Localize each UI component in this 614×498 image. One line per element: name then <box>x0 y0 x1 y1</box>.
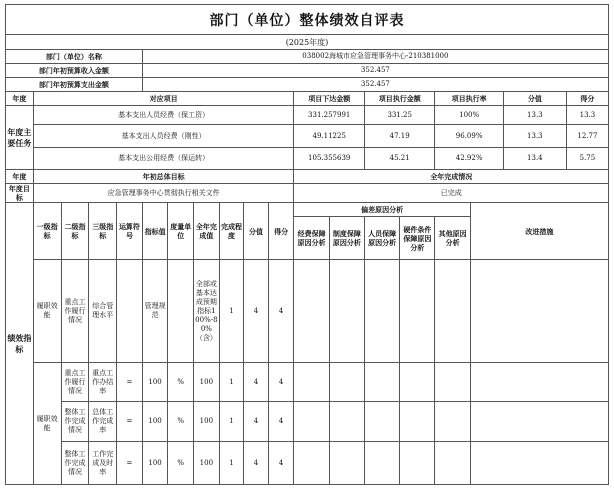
ind-degree: 1 <box>219 363 244 402</box>
hdr-score: 得分 <box>268 203 294 260</box>
ind-value: 100 <box>142 402 168 442</box>
ind-reason-funding <box>294 442 329 485</box>
ind-reason-other <box>435 402 470 442</box>
task-score-value: 13.3 <box>503 125 566 148</box>
ind-op: = <box>117 442 143 485</box>
col-issued-header: 项目下达金额 <box>294 92 365 106</box>
ind-score-value: 4 <box>244 363 269 402</box>
ind-reason-system <box>329 402 364 442</box>
hdr-l1: 一级指标 <box>33 203 61 260</box>
goals-year-label: 年度 <box>6 170 34 184</box>
col-score-value-header: 分值 <box>503 92 566 106</box>
ind-l2: 整体工作完成情况 <box>61 442 89 485</box>
ind-reason-system <box>329 442 364 485</box>
ind-reason-other <box>435 260 470 363</box>
ind-l3: 综合管理水平 <box>89 260 117 363</box>
hdr-reason-funding: 经费保障原因分析 <box>294 217 329 260</box>
task-executed: 47.19 <box>364 125 435 148</box>
ind-actual: 100 <box>194 363 220 402</box>
col-score-header: 得分 <box>566 92 608 106</box>
task-score-value: 13.4 <box>503 148 566 170</box>
completion-text: 已完成 <box>294 184 609 203</box>
ind-l3: 总体工作完成率 <box>89 402 117 442</box>
ind-l3: 重点工作办结率 <box>89 363 117 402</box>
evaluation-table <box>5 34 609 485</box>
ind-reason-hardware <box>400 260 435 363</box>
ind-value: 100 <box>142 442 168 485</box>
year-goal-label: 年度目标 <box>6 184 34 203</box>
tasks-section-label: 年度主要任务 <box>6 106 34 170</box>
income-value: 352.457 <box>142 64 608 78</box>
task-score: 13.3 <box>566 106 608 125</box>
task-item: 基本支出人员经费（保工资） <box>33 106 294 125</box>
hdr-score-value: 分值 <box>244 203 269 260</box>
initial-goal-text: 应急管理事务中心贯彻执行相关文件 <box>33 184 294 203</box>
col-executed-header: 项目执行金额 <box>364 92 435 106</box>
task-rate: 96.09% <box>435 125 503 148</box>
hdr-measures: 改进措施 <box>470 203 608 260</box>
ind-score: 4 <box>268 442 294 485</box>
ind-reason-hardware <box>400 402 435 442</box>
col-item-header: 对应项目 <box>33 92 294 106</box>
ind-l2: 重点工作履行情况 <box>61 260 89 363</box>
evaluation-form <box>5 4 609 485</box>
ind-score-value: 4 <box>244 402 269 442</box>
ind-actual: 100 <box>194 442 220 485</box>
ind-reason-funding <box>294 363 329 402</box>
ind-l2: 整体工作完成情况 <box>61 402 89 442</box>
task-score-value: 13.3 <box>503 106 566 125</box>
ind-unit: % <box>168 363 194 402</box>
task-item: 基本支出人员经费（刚性） <box>33 125 294 148</box>
initial-goal-header: 年初总体目标 <box>33 170 294 184</box>
ind-reason-system <box>329 363 364 402</box>
ind-actual: 100 <box>194 402 220 442</box>
task-issued: 331.257991 <box>294 106 365 125</box>
year-row: (2025年度) <box>6 35 609 50</box>
ind-value: 管理规范 <box>142 260 168 363</box>
expense-value: 352.457 <box>142 78 608 92</box>
hdr-reason-staff: 人员保障原因分析 <box>364 217 399 260</box>
indicators-section-label: 绩效指标 <box>6 203 34 485</box>
ind-op <box>117 260 143 363</box>
ind-reason-other <box>435 442 470 485</box>
hdr-l2: 二级指标 <box>61 203 89 260</box>
ind-l3: 工作完成及时率 <box>89 442 117 485</box>
task-executed: 45.21 <box>364 148 435 170</box>
ind-reason-staff <box>364 442 399 485</box>
col-rate-header: 项目执行率 <box>435 92 503 106</box>
ind-degree: 1 <box>219 402 244 442</box>
hdr-unit: 度量单位 <box>168 203 194 260</box>
ind-reason-hardware <box>400 363 435 402</box>
unit-name-label: 部门（单位）名称 <box>6 50 143 64</box>
ind-reason-staff <box>364 363 399 402</box>
ind-unit: % <box>168 442 194 485</box>
ind-degree: 1 <box>219 260 244 363</box>
ind-reason-funding <box>294 402 329 442</box>
ind-actual: 全部或基本达成预期指标100%-80%（含） <box>194 260 220 363</box>
ind-reason-staff <box>364 402 399 442</box>
completion-header: 全年完成情况 <box>294 170 609 184</box>
ind-measures <box>470 442 608 485</box>
ind-unit: % <box>168 402 194 442</box>
hdr-l3: 三级指标 <box>89 203 117 260</box>
task-rate: 100% <box>435 106 503 125</box>
form-title: 部门（单位）整体绩效自评表 <box>5 4 609 34</box>
task-executed: 331.25 <box>364 106 435 125</box>
ind-measures <box>470 363 608 402</box>
hdr-degree: 完成程度 <box>219 203 244 260</box>
ind-measures <box>470 260 608 363</box>
income-label: 部门年初预算收入金额 <box>6 64 143 78</box>
ind-value: 100 <box>142 363 168 402</box>
hdr-reason-hardware: 硬件条件保障原因分析 <box>400 217 435 260</box>
task-issued: 105.355639 <box>294 148 365 170</box>
ind-op: = <box>117 402 143 442</box>
task-score: 5.75 <box>566 148 608 170</box>
hdr-reason-other: 其他原因分析 <box>435 217 470 260</box>
ind-reason-staff <box>364 260 399 363</box>
ind-score: 4 <box>268 402 294 442</box>
ind-l1: 履职效能 <box>33 363 61 485</box>
task-score: 12.77 <box>566 125 608 148</box>
ind-l1: 履职效能 <box>33 260 61 363</box>
ind-score: 4 <box>268 260 294 363</box>
hdr-reason-system: 制度保障原因分析 <box>329 217 364 260</box>
hdr-value: 指标值 <box>142 203 168 260</box>
ind-score: 4 <box>268 363 294 402</box>
unit-name-value: 038002海城市应急管理事务中心-210381000 <box>142 50 608 64</box>
hdr-op: 运算符号 <box>117 203 143 260</box>
hdr-deviation: 偏差原因分析 <box>294 203 470 217</box>
ind-unit <box>168 260 194 363</box>
tasks-year-label: 年度 <box>6 92 34 106</box>
expense-label: 部门年初预算支出金额 <box>6 78 143 92</box>
hdr-actual: 全年完成值 <box>194 203 220 260</box>
ind-degree: 1 <box>219 442 244 485</box>
ind-score-value: 4 <box>244 442 269 485</box>
task-issued: 49.11225 <box>294 125 365 148</box>
ind-score-value: 4 <box>244 260 269 363</box>
ind-reason-funding <box>294 260 329 363</box>
ind-reason-hardware <box>400 442 435 485</box>
ind-measures <box>470 402 608 442</box>
task-item: 基本支出公用经费（保运转） <box>33 148 294 170</box>
task-rate: 42.92% <box>435 148 503 170</box>
ind-l2: 重点工作履行情况 <box>61 363 89 402</box>
ind-reason-system <box>329 260 364 363</box>
ind-op: = <box>117 363 143 402</box>
ind-reason-other <box>435 363 470 402</box>
